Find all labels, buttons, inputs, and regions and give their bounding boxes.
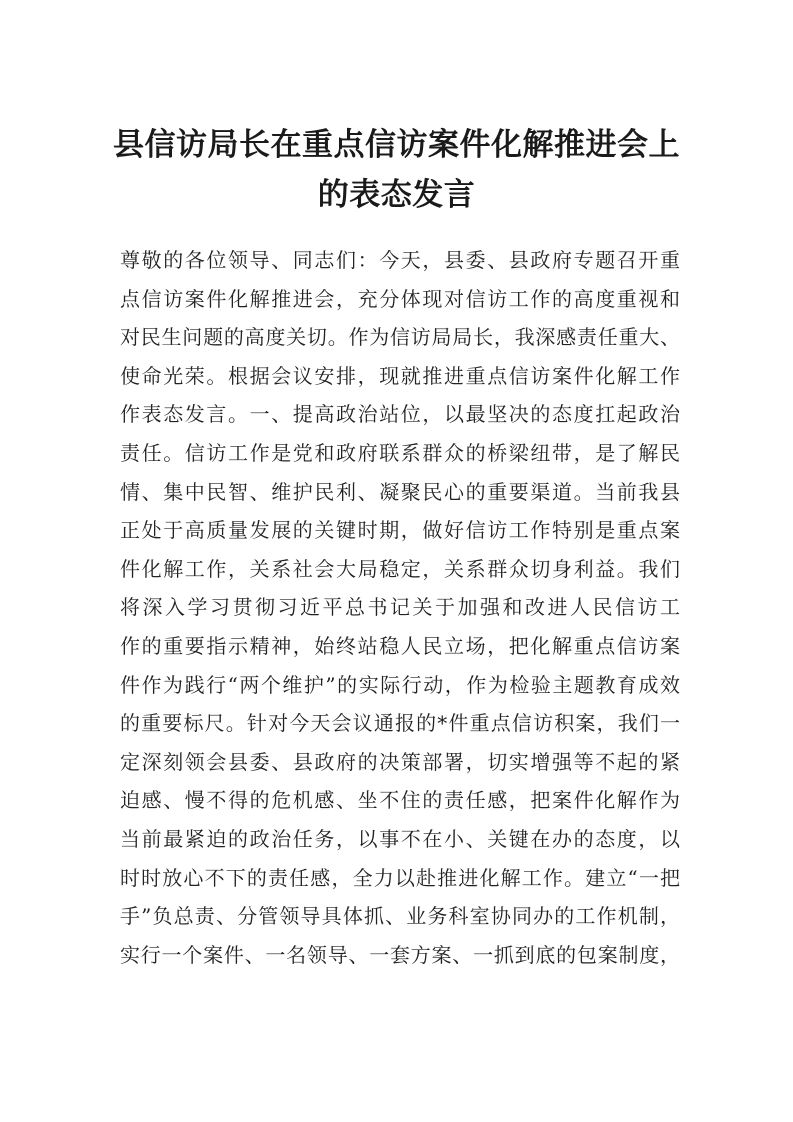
- body-line: 正处于高质量发展的关键时期，做好信访工作特别是重点案: [120, 518, 680, 543]
- body-line: 尊敬的各位领导、同志们：今天，县委、县政府专题召开重: [120, 248, 680, 272]
- body-line: 件作为践行“两个维护”的实际行动，作为检验主题教育成效: [120, 672, 680, 697]
- body-line: 责任。信访工作是党和政府联系群众的桥梁纽带，是了解民: [120, 440, 680, 465]
- body-line: 当前最紧迫的政治任务，以事不在小、关键在办的态度，以: [120, 826, 680, 851]
- title-line: 的表态发言: [317, 177, 476, 213]
- body-line: 对民生问题的高度关切。作为信访局局长，我深感责任重大、: [120, 325, 680, 350]
- body-line: 的重要标尺。针对今天会议通报的*件重点信访积案，我们一: [120, 711, 680, 736]
- document-title: [0, 120, 793, 220]
- body-line: 作表态发言。一、提高政治站位，以最坚决的态度扛起政治: [120, 402, 680, 427]
- body-line: 实行一个案件、一名领导、一套方案、一抓到底的包案制度，: [120, 942, 680, 967]
- body-line: 点信访案件化解推进会，充分体现对信访工作的高度重视和: [120, 286, 680, 311]
- body-line: 情、集中民智、维护民利、凝聚民心的重要渠道。当前我县: [120, 479, 680, 504]
- body-line: 将深入学习贯彻习近平总书记关于加强和改进人民信访工: [120, 595, 680, 620]
- body-line: 定深刻领会县委、县政府的决策部署，切实增强等不起的紧: [120, 749, 680, 774]
- body-line: 使命光荣。根据会议安排，现就推进重点信访案件化解工作: [120, 363, 680, 388]
- document-body: [120, 241, 680, 974]
- body-line: 作的重要指示精神，始终站稳人民立场，把化解重点信访案: [120, 633, 680, 658]
- body-line: 迫感、慢不得的危机感、坐不住的责任感，把案件化解作为: [120, 788, 680, 813]
- title-line: 县信访局长在重点信访案件化解推进会上: [113, 127, 680, 163]
- body-line: 时时放心不下的责任感，全力以赴推进化解工作。建立“一把: [120, 865, 680, 890]
- body-line: 手”负总责、分管领导具体抓、业务科室协同办的工作机制，: [120, 904, 680, 929]
- body-line: 件化解工作，关系社会大局稳定，关系群众切身利益。我们: [120, 556, 680, 581]
